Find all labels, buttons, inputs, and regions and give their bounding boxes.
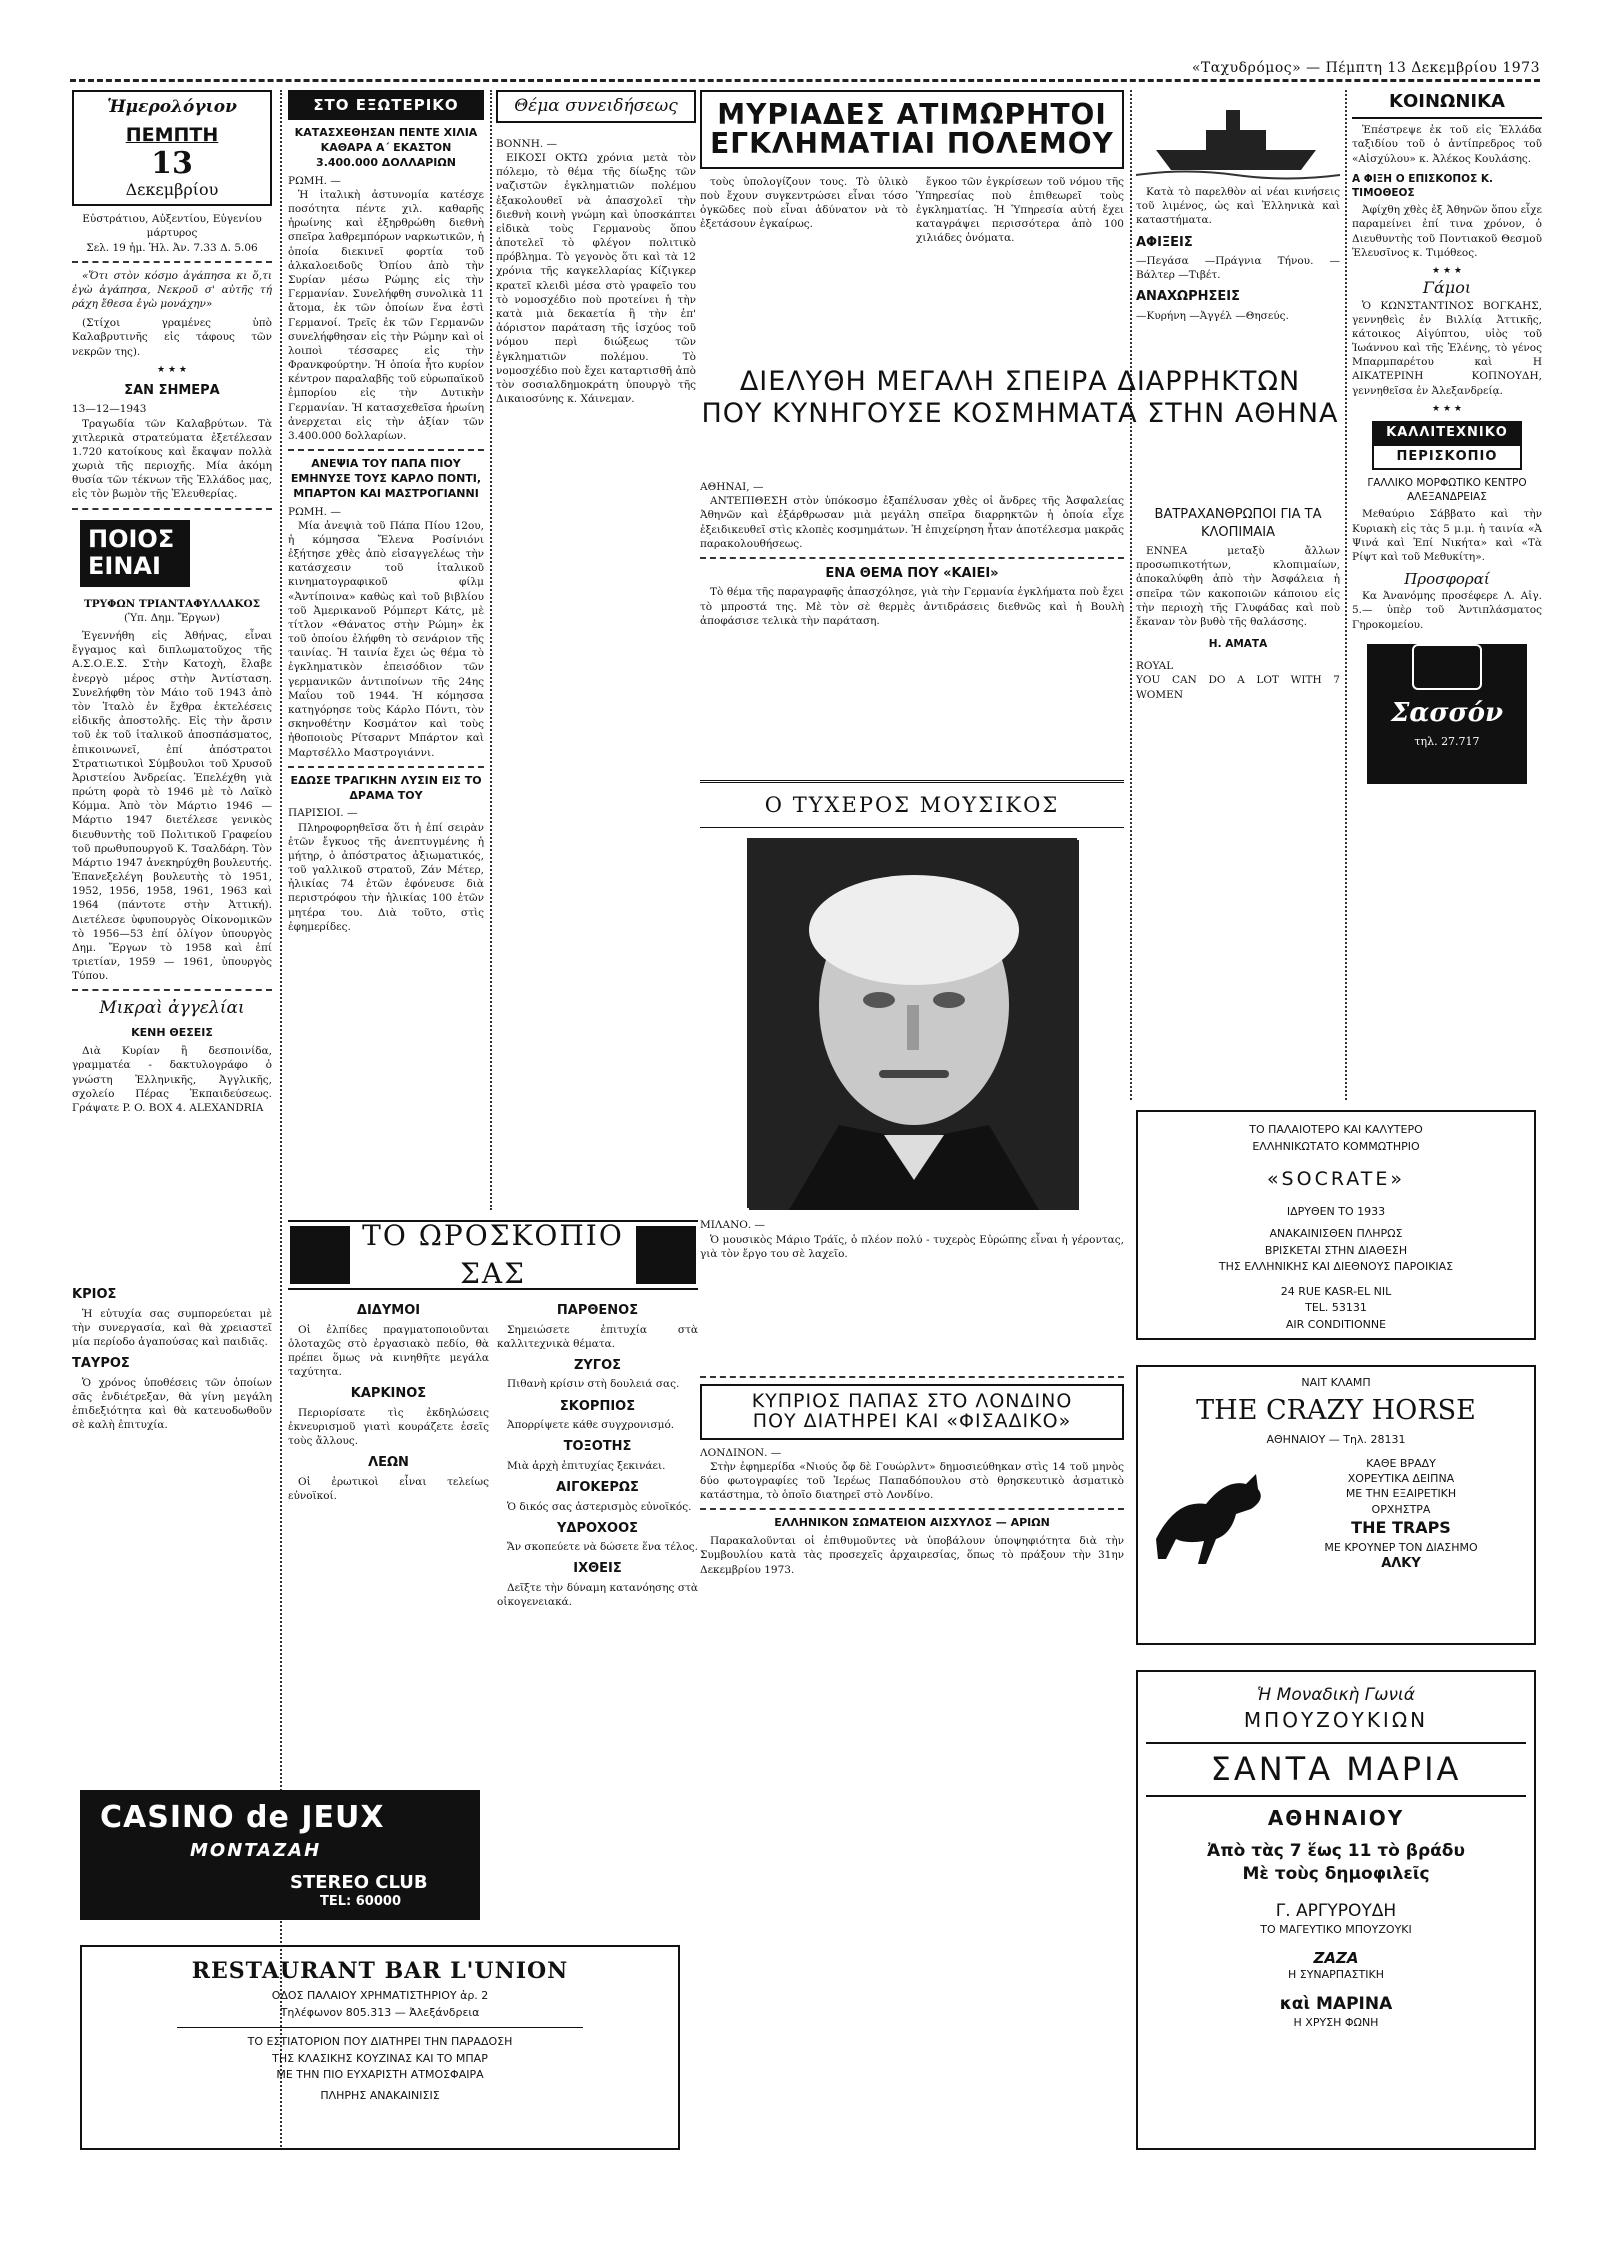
zodiac-icon [290, 1226, 350, 1284]
poem-quote: «Ὅτι στὸν κόσμο ἀγάπησα κι ὅ,τι ἐγὼ ἀγάπησα, Νεκροῦ σ' αὐτῆς τή ράχη ἔθεσα ἐγὼ μονάχην» [72, 269, 272, 311]
burglary-headline-block [700, 368, 1340, 478]
horoscope-col-left: ΚΡΙΟΣ Ἡ εὐτυχία σας συμπορεύεται μὲ τὴν συνεργασία, καὶ θὰ χρειαστεῖ μία περίοδο ἀγαπούσας καὶ παιδιᾶς. ΤΑΥΡΟΣ Ὁ χρόνος ὑποθέσεις τῶν ὁποίων σᾶς ἐνδιέτρεξαν, θὰ γίνη μεγάλη ἐπιδεξιότητα καὶ θὰ κατευοδωθοῦν σὲ καλὴ ἐπιτυχία. [72, 1287, 272, 1432]
social-text-1: Ἐπέστρεψε ἐκ τοῦ εἰς Ἑλλάδα ταξιδίου τοῦ ὁ ἀντίπρεδρος τοῦ «Αἰσχύλου» κ. Ἀλέκος Κουλάσης. [1352, 124, 1542, 165]
burglary-dateline: ΑΘΗΝΑΙ, — [700, 481, 764, 493]
weddings-text: Ὁ ΚΩΝΣΤΑΝΤΙΝΟΣ ΒΟΓΚΑΗΣ, γεννηθεὶς ἐν Βιλλίᾳ Ἀττικῆς, κάτοικος Αἰγύπτου, υἱὸς τοῦ Ἰωάννου καὶ τῆς Ἑλένης, τὸ γένος Μπαρμπαρέτου καὶ Η ΑΙΚΑΤΕΡΙΝΗ ΚΟΠΝΟΥΔΗ, γεννηθεῖσα ἐν Ἀλεξανδρείᾳ. [1352, 299, 1542, 397]
horoscope-header [288, 1220, 698, 1290]
lucky-musician-text-col [700, 1218, 1124, 1266]
conscience-dateline: ΒΟΝΝΗ. — [496, 137, 558, 150]
casino-location: MONTAZAH [190, 1840, 322, 1861]
page-header [70, 60, 1540, 82]
heroin-dateline: ΡΩΜΗ. — [288, 174, 341, 187]
classifieds-title: Μικραὶ ἀγγελίαι [99, 998, 245, 1019]
tragic-headline: ΕΔΩΣΕ ΤΡΑΓΙΚΗΝ ΛΥΣΙΝ ΕΙΣ ΤΟ ΔΡΑΜΑ ΤΟΥ [290, 773, 482, 802]
sassoon-name: Σασσόν [1390, 697, 1504, 728]
sign-virgo: ΠΑΡΘΕΝΟΣ [556, 1303, 639, 1318]
column-frogmen [1136, 500, 1340, 1060]
socrate-name: «SOCRATE» [1266, 1168, 1406, 1190]
restaurant-name: RESTAURANT BAR L'UNION [191, 1958, 569, 1984]
burglary-headline-1: ΔΙΕΛΥΘΗ ΜΕΓΑΛΗ ΣΠΕΙΡΑ ΔΙΑΡΡΗΚΤΩΝ [739, 368, 1301, 397]
lucky-musician-block [700, 780, 1124, 1700]
sun-times: Σελ. 19 ἡμ. Ἡλ. Ἀν. 7.33 Δ. 5.06 [86, 241, 258, 254]
harbor-text: Κατὰ τὸ παρελθὸν αἱ νέαι κινήσεις τοῦ λιμένος, ὡς καὶ Ἑλληνικὰ καὶ καταστήματα. [1136, 186, 1340, 227]
sign-taurus: ΤΑΥΡΟΣ [72, 1356, 130, 1372]
conscience-text: ΕΙΚΟΣΙ ΟΚΤΩ χρόνια μετὰ τὸν πόλεμο, τὸ θέμα τῆς δίωξης τῶν ναζιστῶν ἐγκληματιῶν πολέμου ἐξακολουθεῖ νὰ ἀπασχολεῖ τὴν διεθνὴ κοινὴ γνώμη καὶ ὑποσκάπτει εἰδικὰ τοὺς Γερμανοὺς ὅπου ἀποτελεῖ τὸ φλέγον πολιτικὸ πρόβλημα. Τὸ γεγονὸς ὅτι καὶ τὰ 12 χρόνια τῆς καγκελλαρίας Κίζιγκερ κρατεῖ κλειδὶ μέσα στὸ γραφεῖο του τὸ νομοσχέδιο ποὺ προτείνει ἡ τὴν κατὰ μιὰ δεκαετία ἢ τὴν ἐπ' ἀόριστον παράταση τῆς ἰσχύος τοῦ νόμου περὶ διώξεως τῶν ἐγκληματιῶν πολέμου. Τὸ νομοσχέδιο ποὺ ἔχει καταρτισθῆ ἀπὸ τὸν σοσιαλδημοκράτη ὑπουργὸ τῆς Δικαιοσύνης κ. Χάινεμαν. [496, 152, 696, 406]
french-center-title: ΓΑΛΛΙΚΟ ΜΟΡΦΩΤΙΚΟ ΚΕΝΤΡΟ ΑΛΕΞΑΝΔΡΕΙΑΣ [1367, 477, 1527, 504]
social-title: ΚΟΙΝΩΝΙΚΑ [1352, 90, 1542, 119]
sign-gemini: ΔΙΔΥΜΟΙ [356, 1303, 421, 1318]
sign-leo: ΛΕΩΝ [368, 1455, 409, 1471]
society-text: Παρακαλοῦνται οἱ ἐπιθυμοῦντες νὰ ὑποβάλουν ὑποψηφιότητα διὰ τὴν Συμβουλίου κατὰ τὰς προσεχεῖς ἀρχαιρεσίας, ὅπως τὸ πράξουν τὴν 31ην Δεκεμβρίου 1973. [700, 1535, 1124, 1576]
on-this-day-title: ΣΑΝ ΣΗΜΕΡΑ [124, 382, 220, 398]
sign-sagittarius: ΤΟΞΟΤΗΣ [563, 1439, 632, 1455]
amata-signature: Η. ΑΜΑΤΑ [1208, 638, 1268, 651]
column-harbor [1136, 90, 1340, 360]
poem-source: (Στίχοι γραμένες ὑπὸ Καλαβρυτινῆς εἰς τάφους τῶν νεκρῶν της). [72, 317, 272, 358]
hot-topic-title: ΕΝΑ ΘΕΜΑ ΠΟΥ «ΚΑΙΕΙ» [825, 565, 999, 581]
calendar-box [72, 90, 272, 206]
classifieds-sub: ΚΕΝΗ ΘΕΣΕΙΣ [131, 1026, 213, 1040]
royal-slogan: YOU CAN DO A LOT WITH 7 WOMEN [1136, 674, 1340, 701]
weddings-title: Γάμοι [1422, 277, 1472, 297]
departures-title: ΑΝΑΧΩΡΗΣΕΙΣ [1136, 289, 1240, 305]
calendar-date: 13 [151, 145, 193, 181]
frogmen-title: ΒΑΤΡΑΧΑΝΘΡΩΠΟΙ ΓΙΑ ΤΑ ΚΛΟΠΙΜΑΙΑ [1154, 507, 1322, 540]
hot-topic-text: Τὸ θέμα τῆς παραγραφῆς ἀπασχόλησε, γιὰ τὴν Γερμανία ἐγκλήματα ποὺ ἔχει τὸ μπροστά της. Μὲ τὸν σὲ θερμὲς ἀντιδράσεις διεθνῶς καὶ ἡ Βουλὴ ἀποφάσισε τελικὰ τὴν παράταση. [700, 586, 1124, 627]
lucky-musician-body [700, 1218, 1124, 1266]
ship-illustration [1136, 90, 1340, 185]
restaurant-ad: RESTAURANT BAR L'UNION ΟΔΟΣ ΠΑΛΑΙΟΥ ΧΡΗΜΑΤΙΣΤΗΡΙΟΥ ἀρ. 2 Τηλέφωνον 805.313 — Ἀλεξάνδρεια ΤΟ ΕΣΤΙΑΤΟΡΙΟΝ ΠΟΥ ΔΙΑΤΗΡΕΙ ΤΗΝ ΠΑΡΑΔΟΣΗ ΤΗΣ ΚΛΑΣΙΚΗΣ ΚΟΥΖΙΝΑΣ ΚΑΙ ΤΟ ΜΠΑΡ ΜΕ ΤΗΝ ΠΙΟ ΕΥΧΑΡΙΣΤΗ ΑΤΜΟΣΦΑΙΡΑ ΠΛΗΡΗΣ ΑΝΑΚΑΙΝΙΣΙΣ [80, 1945, 680, 2150]
horoscope-col-1: ΔΙΔΥΜΟΙ Οἱ ἐλπίδες πραγματοποιοῦνται ὁλοταχῶς στὸ ἐργασιακὸ πεδίο, θὰ πρέπει ὅμως νὰ κινηθῆτε μεγάλα ταχύτητα. ΚΑΡΚΙΝΟΣ Περιορίσατε τὶς ἐκδηλώσεις ἐκνευρισμοῦ γιατὶ κουράζετε ἐσεῖς τοὺς ἄλλους. ΛΕΩΝ Οἱ ἐρωτικοὶ εἶναι τελείως εὐνοϊκοί. [288, 1303, 489, 1503]
casino-name: CASINO de JEUX [100, 1800, 385, 1835]
art-periscope-banner: ΚΑΛΛΙΤΕΧΝΙΚΟ ΠΕΡΙΣΚΟΠΙΟ [1372, 421, 1522, 470]
bishop-text: Ἀφίχθη χθὲς ἐξ Ἀθηνῶν ὅπου εἶχε παραμείνει ἐπί τινα χρόνον, ὁ Διευθυντὴς τοῦ Ποντιακοῦ Θεσμοῦ Ἐλευσῖνος κ. Τιμόθεος. [1352, 204, 1542, 259]
calendar-title: Ἡμερολόγιον [107, 97, 237, 117]
cypriot-priest-dateline: ΛΟΝΔΙΝΟΝ. — [700, 1446, 782, 1459]
french-center-text: Μεθαύριο Σάββατο καὶ τὴν Κυριακὴ εἰς τὰς 5 μ.μ. ἡ ταινία «Ἀ Ψινά καὶ Ἐπί Νικήτα» καὶ «Τὰ Ρίψτ καὶ τοῦ Μεθυκίτη». [1352, 508, 1542, 563]
zodiac-icon [636, 1226, 696, 1284]
column-rule [1345, 90, 1347, 1100]
bishop-title: Α ΦΙΞΗ Ο ΕΠΙΣΚΟΠΟΣ Κ. ΤΙΜΟΘΕΟΣ [1352, 172, 1494, 199]
lucky-musician-dateline: ΜΙΛΑΝΟ. — [700, 1219, 766, 1232]
pope-niece-dateline: ΡΩΜΗ. — [288, 505, 341, 518]
conscience-title: Θέμα συνειδήσεως [496, 90, 696, 123]
pope-niece-headline: ΑΝΕΨΙΑ ΤΟΥ ΠΑΠΑ ΠΙΟΥ ΕΜΗΝΥΣΕ ΤΟΥΣ ΚΑΡΛΟ ΠΟΝΤΙ, ΜΠΑΡΤΟΝ ΚΑΙ ΜΑΣΤΡΟΓΙΑΝΝΙ [290, 457, 482, 500]
burglary-text: ΑΝΤΕΠΙΘΕΣΗ στὸν ὑπόκοσμο ἐξαπέλυσαν χθὲς οἱ ἄνδρες τῆς Ἀσφαλείας Ἀθηνῶν καὶ ἐξάρθρωσαν μιὰ μεγάλη σπεῖρα διαρρηκτῶν ἡ ὁποία εἶχε ἐξειδικευθεῖ στὶς κλοπὲς κοσμημάτων. Ἡ ἐπιχείρηση ἦταν ἀποτέλεσμα μακρᾶς παρακολουθήσεως. [700, 495, 1124, 550]
casino-ad [80, 1790, 480, 1920]
cypriot-priest-headline: ΚΥΠΡΙΟΣ ΠΑΠΑΣ ΣΤΟ ΛΟΝΔΙΝΟ ΠΟΥ ΔΙΑΤΗΡΕΙ ΚΑΙ «ΦΙΣΑΔΙΚΟ» [700, 1384, 1124, 1440]
sign-aquarius: ΥΔΡΟΧΟΟΣ [556, 1520, 639, 1536]
horse-icon [1146, 1459, 1276, 1569]
santa-maria-name: ΣΑΝΤΑ ΜΑΡΙΑ [1146, 1742, 1526, 1797]
stars-divider: ★ ★ ★ [157, 364, 187, 375]
column-rule [1130, 90, 1132, 1100]
sign-capricorn: ΑΙΓΟΚΕΡΩΣ [556, 1480, 639, 1496]
crazy-horse-name: THE CRAZY HORSE [1196, 1395, 1476, 1427]
arrivals-list: —Πεγάσα —Πράγνια Τήνου. —Βάλτερ —Τιβέτ. [1136, 255, 1340, 282]
saints-text: Εὐστράτιου, Αὐξεντίου, Εὐγενίου μάρτυρος [82, 213, 262, 240]
horoscope-title: ΤΟ ΩΡΟΣΚΟΠΙΟ ΣΑΣ [362, 1219, 624, 1290]
who-is-banner: ΠΟΙΟΣ ΕΙΝΑΙ [80, 520, 190, 587]
on-this-day-text: Τραγωδία τῶν Καλαβρύτων. Τὰ χιτλερικὰ στρατεύματα ἐξετέλεσαν 1.720 κατοίκους καὶ ἔκαψαν πολλὰ χωριὰ τῆς περιοχῆς. Μία ἀκόμη θυσία τῶν τέκνων τῆς Ἑλλάδος μας, εἰς τὸν βωμὸν τῆς Ἐλευθερίας. [72, 417, 272, 501]
burglary-body [700, 480, 1124, 780]
column-social: ΚΟΙΝΩΝΙΚΑ Ἐπέστρεψε ἐκ τοῦ εἰς Ἑλλάδα ταξιδίου τοῦ ὁ ἀντίπρεδρος τοῦ «Αἰσχύλου» κ. Ἀλέκος Κουλάσης. Α ΦΙΞΗ Ο ΕΠΙΣΚΟΠΟΣ Κ. ΤΙΜΟΘΕΟΣ Ἀφίχθη χθὲς ἐξ Ἀθηνῶν ὅπου εἶχε παραμείνει ἐπί τινα χρόνον, ὁ Διευθυντὴς τοῦ Ποντιακοῦ Θεσμοῦ Ἐλευσῖνος κ. Τιμόθεος. ★ ★ ★ Γάμοι Ὁ ΚΩΝΣΤΑΝΤΙΝΟΣ ΒΟΓΚΑΗΣ, γεννηθεὶς ἐν Βιλλίᾳ Ἀττικῆς, κάτοικος Αἰγύπτου, υἱὸς τοῦ Ἰωάννου καὶ τῆς Ἑλένης, τὸ γένος Μπαρμπαρέτου καὶ Η ΑΙΚΑΤΕΡΙΝΗ ΚΟΠΝΟΥΔΗ, γεννηθεῖσα ἐν Ἀλεξανδρείᾳ. ★ ★ ★ ΚΑΛΛΙΤΕΧΝΙΚΟ ΠΕΡΙΣΚΟΠΙΟ ΓΑΛΛΙΚΟ ΜΟΡΦΩΤΙΚΟ ΚΕΝΤΡΟ ΑΛΕΞΑΝΔΡΕΙΑΣ Μεθαύριο Σάββατο καὶ τὴν Κυριακὴ εἰς τὰς 5 μ.μ. ἡ ταινία «Ἀ Ψινά καὶ Ἐπί Νικήτα» καὶ «Τὰ Ρίψτ καὶ τοῦ Μεθυκίτη». Προσφοραί Κα Ἀνανόμης προσέφερε Λ. Αἰγ. 5.— ὑπὲρ τοῦ Ἀντιπλάσματος Γηροκομείου. Σασσόν τηλ. 27.717 [1352, 90, 1542, 1110]
abroad-banner: ΣΤΟ ΕΞΩΤΕΡΙΚΟ [288, 90, 484, 120]
cypriot-priest-text: Στὴν ἐφημερίδα «Νιούς ὄφ δὲ Γουώρλντ» δημοσιεύθηκαν στὶς 14 τοῦ μηνὸς δύο φωτογραφίες τοῦ Ἱερέως Παπαδόπουλου στὸ θρησκευτικὸ ἀσματικὸ κατάστημα, τὸ ὁποῖο διατηρεῖ στὸ Λονδίνο. [700, 1460, 1124, 1502]
tragic-dateline: ΠΑΡΙΣΙΟΙ. — [288, 807, 358, 820]
pope-niece-text: Μία ἀνεψιὰ τοῦ Πάπα Πίου 12ου, ἡ κόμησσα Ἔλενα Ροσίνιόνι ἐξήτησε χθὲς ἀπὸ εἰσαγγελέως τὴν κατάσχεσιν τοῦ ἰταλικοῦ κινηματογραφικοῦ φίλμ «Ἀντίποινα» καθὼς καὶ τοῦ βιβλίου τοῦ Ἀμερικανοῦ Ρόμπερτ Κάτς, μὲ τίτλον «Θάνατος στὴν Ρώμη» ἐκ τοῦ ὁποίου ἐλήφθη τὸ σενάριον τῆς ταινίας. Ἡ ταινία ἔχει ὡς θέμα τὸ ἐγκληματικὸν ἐπεισόδιον τῶν γερμανικῶν ἀντιποίνων τῆς 24ης Μαΐου τοῦ 1944. Ἡ κόμησσα κατηγόρησε τοὺς Κάρλο Πόντι, τὸν σκηνοθέτην Κοσμάτον καὶ τοὺς ἠθοποιοὺς Ρίτσαρντ Μπάρτον καὶ Μαρτσέλλο Μαστρογιάννι. [288, 519, 484, 759]
crazy-horse-ad: ΝΑΙΤ ΚΛΑΜΠ THE CRAZY HORSE ΑΘΗΝΑΙΟΥ — Τηλ. 28131 ΚΑΘΕ ΒΡΑΔΥ ΧΟΡΕΥΤΙΚΑ ΔΕΙΠΝΑ ΜΕ ΤΗΝ ΕΞΑΙΡΕΤΙΚΗ ΟΡΧΗΣΤΡΑ THE TRAPS ΜΕ ΚΡΟΥΝΕΡ ΤΟΝ ΔΙΑΣΗΜΟ ΑΛΚΥ [1136, 1365, 1536, 1645]
sign-cancer: ΚΑΡΚΙΝΟΣ [350, 1386, 427, 1402]
sassoon-ad [1367, 644, 1527, 784]
on-this-day-date: 13—12—1943 [72, 403, 147, 416]
calendar-day: ΠΕΜΠΤΗ [125, 123, 219, 146]
offerings-text: Κα Ἀνανόμης προσέφερε Λ. Αἰγ. 5.— ὑπὲρ τοῦ Ἀντιπλάσματος Γηροκομείου. [1352, 590, 1542, 631]
traps-name: THE TRAPS [1351, 1518, 1451, 1538]
war-criminals-body: τοὺς ὑπολογίζουν τους. Τὸ ὑλικὸ ποὺ ἔχουν συγκεντρώσει εἶναι τόσο ὀγκῶδες ποὺ εἶναι ἀδύνατον νὰ τὸ ἐξετάσουν ἐγκαίρως. ἔγκοο τῶν ἐγκρίσεων τοῦ νόμου τῆς Ὑπηρεσίας ποὺ ἐπιθεωρεῖ τοὺς ἐγκληματίας. Ἡ Ὑπηρεσία αὐτή ἔχει καταγράψει περισσότερα ἀπὸ 100 χιλιάδες ὀνόματα. [700, 175, 1124, 245]
who-is-text: Ἐγεννήθη εἰς Ἀθήνας, εἶναι ἔγγαμος καὶ διπλωματοῦχος τῆς Α.Σ.Ο.Ε.Σ. Στὴν Κατοχὴ, ἔλαβε ἐνεργὸ μέρος στὴν Ἀντίσταση. Συνελήφθη τὸν Μάιο τοῦ 1943 ἀπὸ τὸν Ἰταλὸ ἐν ἔχθρα ἐκτελέσεις εἰδικῆς ἀποστολῆς. Εἰς τὴν ἄρσιν τοῦ ἐκ τοῦ ἰταλικοῦ ἀποσπάσματος, ἐπικοινωνεῖ, ἐπί ἀπόστρατοι Στρατιωτικοὶ Σύμβουλοι τοῦ Χρυσοῦ Ἀριστείου Ἀνδρείας. Ἐπελέχθη γιὰ πρώτη φορὰ τὸ 1946 μὲ τὸ Λαϊκὸ Κόμμα. Ἀπὸ τὸν Μάρτιο 1946 — Μάρτιο 1947 διετέλεσε γενικὸς διευθυντὴς τοῦ Πολιτικοῦ Γραφείου τοῦ πρωθυπουργοῦ Κ. Τσαλδάρη. Τὸν Μάρτιο 1947 ἀνεκηρύχθη βουλευτής. Ἐπανεξελέγη βουλευτὴς τὸ 1951, 1952, 1956, 1958, 1961, 1963 καὶ 1964 (πάντοτε στὴν Ἀττική). Διετέλεσε ὑφυπουργὸς Οἰκονομικῶν τὸ 1956—53 ἐπί ὀλίγον ὑπουργὸς Δημ. Ἔργων τὸ 1958 καὶ ἐπί τριετίαν, 1959 — 1961, ὑπουργὸς Τύπου. [72, 630, 272, 983]
society-title: ΕΛΛΗΝΙΚΟΝ ΣΩΜΑΤΕΙΟΝ ΑΙΣΧΥΛΟΣ — ΑΡΙΩΝ [774, 1516, 1050, 1530]
who-is-name: ΤΡΥΦΩΝ ΤΡΙΑΝΤΑΦΥΛΛΑΚΟΣ [83, 597, 261, 610]
sign-aries: ΚΡΙΟΣ [72, 1287, 117, 1302]
lucky-musician-text: Ὁ μουσικὸς Μάριο Τράϊς, ὁ πλέον πολύ - τυχερὸς Εὐρώπης εἶναι ἡ γέροντας, γιὰ τὸν ἔργο του σὲ λαχεῖο. [700, 1233, 1124, 1260]
column-rule [490, 90, 492, 1210]
burglary-headline-2: ΠΟΥ ΚΥΝΗΓΟΥΣΕ ΚΟΣΜΗΜΑΤΑ ΣΤΗΝ ΑΘΗΝΑ [701, 398, 1339, 430]
stereo-tel: TEL: 60000 [320, 1894, 401, 1909]
horoscope-col-2: ΠΑΡΘΕΝΟΣ Σημειώσετε ἐπιτυχία στὰ καλλιτεχνικὰ θέματα. ΖΥΓΟΣ Πιθανὴ κρίσιν στὴ δουλειά σας. ΣΚΟΡΠΙΟΣ Ἀπορρίψετε κάθε συγχρονισμό. ΤΟΞΟΤΗΣ Μιὰ ἀρχὴ ἐπιτυχίας ξεκινάει. ΑΙΓΟΚΕΡΩΣ Ὁ δικός σας ἀστερισμὸς εὐνοϊκός. ΥΔΡΟΧΟΟΣ Ἄν σκοπεύετε νὰ δώσετε ἕνα τέλος. ΙΧΘΕΙΣ Δεῖξτε τὴν δύναμη κατανόησης στὰ οἰκογενειακά. [497, 1303, 699, 1609]
heroin-text: Ἡ ἰταλικὴ ἀστυνομία κατέσχε ποσότητα πέντε χιλ. καθαρῆς ἡρωίνης καὶ ἐξηρθρώθη διεθνὴ σπεῖρα λαθρεμπόρων ναρκωτικῶν, ἡ ὁποία διεκινεῖ φορτία τοῦ ἀλκαλοειδοῦς Ὀπίου ἀπὸ τὴν Συρίαν μέσω Ρώμης εἰς τὴν Γερμανίαν. Συνελήφθη συνολικὰ 11 ἄτομα, ἐκ τῶν ὁποίων ἕνα ἐστὶ Γερμανοί. Τρεῖς ἐκ τῶν Γερμανῶν συνελήφθησαν εἰς τὴν Ρώμην καὶ οἱ λοιποὶ τέσσαρες εἰς τὴν Φρανκφούρτην. Ἡ ὁποία ἦτο κυρίον κέντρον παραλαβῆς τοῦ εὐρωπαϊκοῦ ἐμπορίου εἰς τὴν Δυτικὴν Γερμανίαν. Ἡ κατασχεθεῖσα ἡρωίνη ἀνερχεται εἰς τὴν ἀξίαν τῶν 3.400.000 δολλαρίων. [288, 188, 484, 442]
departures-list: —Κυρήνη —Ἀγγέλ —Θησεύς. [1136, 309, 1289, 322]
horoscope-block [288, 1220, 698, 1780]
offerings-title: Προσφοραί [1404, 570, 1490, 589]
sign-libra: ΖΥΓΟΣ [573, 1357, 622, 1373]
masthead: «Ταχυδρόμος» — Πέμπτη 13 Δεκεμβρίου 1973 [1191, 60, 1540, 76]
santa-maria-ad: Ἡ Μοναδικὴ Γωνιά ΜΠΟΥΖΟΥΚΙΩΝ ΣΑΝΤΑ ΜΑΡΙΑ ΑΘΗΝΑΙΟΥ Ἀπὸ τὰς 7 ἕως 11 τὸ βράδυ Μὲ τοὺς δημοφιλεῖς Γ. ΑΡΓΥΡΟΥΔΗ ΤΟ ΜΑΓΕΥΤΙΚΟ ΜΠΟΥΖΟΥΚΙ ΖΑΖΑ Η ΣΥΝΑΡΠΑΣΤΙΚΗ καὶ ΜΑΡΙΝΑ Η ΧΡΥΣΗ ΦΩΝΗ [1136, 1670, 1536, 2150]
classifieds-text: Διὰ Κυρίαν ἢ δεσποινίδα, γραμματέα - δακτυλογράφο ὁ γνώστη Ἑλληνικῆς, Ἀγγλικῆς, σχολείο Πέρας Ἐκπαιδεύσεως. Γράψατε P. O. BOX 4. ALEXANDRIA [72, 1045, 272, 1114]
tragic-text: Πληροφορηθεῖσα ὅτι ἡ ἐπί σειρὰν ἐτῶν ἔγκυος τῆς ἀνεπτυγμένης ἡ μήτηρ, ὁ ἀπόστρατος ἀξιωματικός, τοῦ γαλλικοῦ στρατοῦ, Ζάν Μέτερ, ἠλικίας 74 ἐτῶν ἐφόνευσε διὰ περιστρόφου τὴν ἡλικίας 100 ἐτῶν μητέρα του. Διὰ τοῦτο, στὶς ἐφημερίδες. [288, 821, 484, 933]
war-criminals-headline: ΜΥΡΙΑΔΕΣ ΑΤΙΜΩΡΗΤΟΙ ΕΓΚΛΗΜΑΤΙΑΙ ΠΟΛΕΜΟΥ [700, 90, 1124, 169]
socrate-ad: ΤΟ ΠΑΛΑΙΟΤΕΡΟ ΚΑΙ ΚΑΛΥΤΕΡΟ ΕΛΛΗΝΙΚΩΤΑΤΟ ΚΟΜΜΩΤΗΡΙΟ «SOCRATE» ΙΔΡΥΘΕΝ ΤΟ 1933 ΑΝΑΚΑΙΝΙΣΘΕΝ ΠΛΗΡΩΣ ΒΡΙΣΚΕΤΑΙ ΣΤΗΝ ΔΙΑΘΕΣΗ ΤΗΣ ΕΛΛΗΝΙΚΗΣ ΚΑΙ ΔΙΕΘΝΟΥΣ ΠΑΡΟΙΚΙΑΣ 24 RUE KASR-EL NIL TEL. 53131 AIR CONDITIONNE [1136, 1110, 1536, 1340]
bag-icon [1412, 644, 1482, 690]
lucky-musician-title: Ο ΤΥΧΕΡΟΣ ΜΟΥΣΙΚΟΣ [700, 780, 1124, 828]
royal-label: ROYAL [1136, 660, 1174, 673]
stereo-club: STEREO CLUB [290, 1872, 428, 1893]
musician-photo [747, 838, 1077, 1208]
sign-scorpio: ΣΚΟΡΠΙΟΣ [559, 1398, 636, 1414]
column-abroad [288, 90, 484, 1210]
calendar-month: Δεκεμβρίου [125, 179, 219, 199]
sign-pisces: ΙΧΘΕΙΣ [573, 1561, 622, 1577]
frogmen-text: ΕΝΝΕΑ μεταξὺ ἄλλων προσωπικοτήτων, κλοπιμαίων, ἀποκαλύφθη ἀπὸ τὴν Ἀσφάλεια ἡ σπεῖρα τῶν κακοποιῶν κάποιου εἰς τὴν περιοχὴ τῆς Γλυφάδας καὶ ποὺ ἔκαναν τὸν βυθὸ τῆς θαλάσσης. [1136, 545, 1340, 628]
heroin-headline: ΚΑΤΑΣΧΕΘΗΣΑΝ ΠΕΝΤΕ ΧΙΛΙΑ ΚΑΘΑΡΑ Α΄ ΕΚΑΣΤΟΝ 3.400.000 ΔΟΛΛΑΡΙΩΝ [294, 126, 478, 169]
arrivals-title: ΑΦΙΞΕΙΣ [1136, 234, 1193, 250]
sassoon-phone: τηλ. 27.717 [1414, 734, 1480, 748]
column-conscience [496, 90, 696, 1210]
who-is-role: (Ὑπ. Δημ. Ἔργων) [123, 611, 221, 624]
